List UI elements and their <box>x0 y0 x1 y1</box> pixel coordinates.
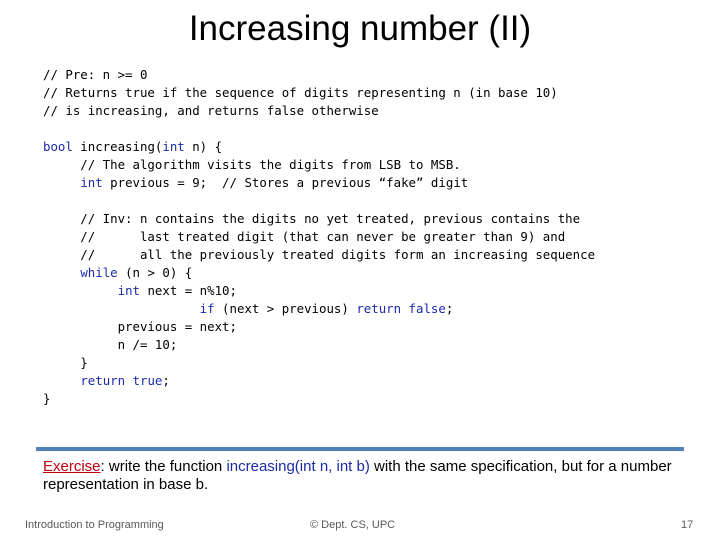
code-text <box>43 301 200 316</box>
code-text: ; <box>162 373 170 388</box>
code-blank-line <box>43 192 595 210</box>
code-comment: // The algorithm visits the digits from LSB to MSB. <box>43 157 461 172</box>
code-line <box>43 282 595 300</box>
code-text <box>43 265 80 280</box>
code-keyword: return true <box>80 373 163 388</box>
slide-title: Increasing number (II) <box>188 9 532 48</box>
code-line <box>43 300 595 318</box>
code-text: (next > previous) <box>214 301 357 316</box>
divider-rule <box>36 447 684 451</box>
code-line <box>43 336 595 354</box>
code-keyword: return false <box>356 301 446 316</box>
code-text: increasing( <box>72 139 163 154</box>
code-line <box>43 210 595 228</box>
exercise-text <box>43 458 693 494</box>
exercise-label: Exercise <box>43 458 101 475</box>
code-keyword: while <box>80 265 118 280</box>
code-keyword: int <box>80 175 103 190</box>
code-comment: // Inv: n contains the digits no yet treated, previous contains the <box>43 211 581 226</box>
code-line <box>43 66 595 84</box>
exercise-function-signature: increasing(int n, int b) <box>226 458 370 475</box>
code-line <box>43 138 595 156</box>
code-text: n /= 10; <box>43 337 178 352</box>
footer-page-number: 17 <box>681 519 694 531</box>
footer-course: Introduction to Programming <box>25 519 164 531</box>
code-keyword: bool <box>43 139 73 154</box>
code-line <box>43 390 595 408</box>
code-text: } <box>43 391 51 406</box>
code-text: next = n%10; <box>140 283 237 298</box>
footer-copyright: © Dept. CS, UPC <box>310 519 396 531</box>
code-text: ; <box>445 301 454 316</box>
code-line <box>43 156 595 174</box>
code-comment: // Pre: n >= 0 <box>43 67 148 82</box>
code-text: } <box>43 355 88 370</box>
code-blank-line <box>43 120 595 138</box>
code-text: n) { <box>184 139 223 154</box>
code-text <box>43 373 80 388</box>
code-block <box>43 66 595 408</box>
code-line <box>43 84 595 102</box>
code-line <box>43 318 595 336</box>
code-comment: // last treated digit (that can never be greater than 9) and <box>43 229 566 244</box>
code-comment: // Returns true if the sequence of digits representing n (in base 10) <box>43 85 558 100</box>
code-line <box>43 246 595 264</box>
code-text: previous = 9; // Stores a previous “fake” digit <box>102 175 469 190</box>
exercise-text-before: : write the function <box>100 458 227 475</box>
code-line <box>43 228 595 246</box>
exercise-text-after: with the same specification, but for a number representation in base b. <box>43 458 672 493</box>
code-keyword: if <box>199 301 215 316</box>
code-comment: // all the previously treated digits form an increasing sequence <box>43 247 596 262</box>
code-keyword: int <box>162 139 185 154</box>
code-keyword: int <box>117 283 140 298</box>
code-text: (n > 0) { <box>117 265 193 280</box>
code-text <box>43 175 80 190</box>
code-text <box>43 283 118 298</box>
code-line <box>43 174 595 192</box>
code-line <box>43 354 595 372</box>
code-text: previous = next; <box>43 319 237 334</box>
code-line <box>43 102 595 120</box>
code-line <box>43 372 595 390</box>
code-line <box>43 264 595 282</box>
code-comment: // is increasing, and returns false otherwise <box>43 103 379 118</box>
